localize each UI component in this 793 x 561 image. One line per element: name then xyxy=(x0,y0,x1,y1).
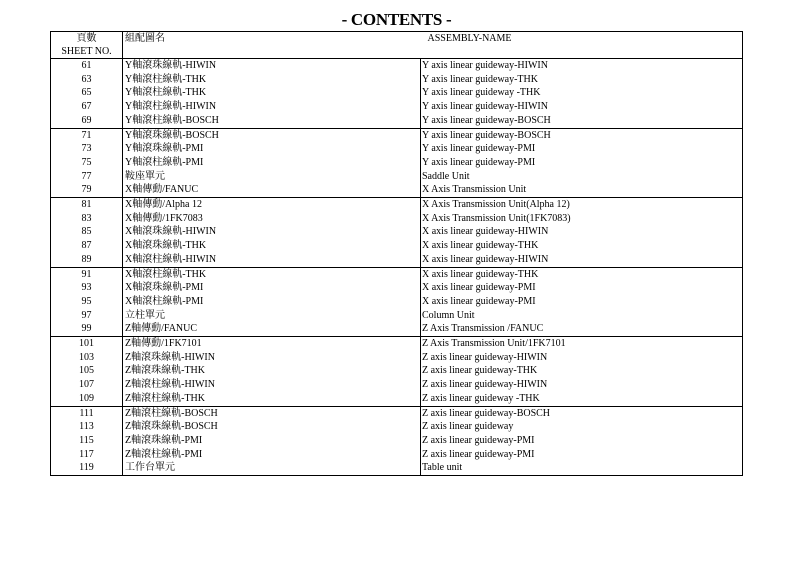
assembly-name-zh: X軸傳動/1FK7083 xyxy=(123,212,421,226)
table-row xyxy=(51,225,743,239)
table-row xyxy=(51,322,743,336)
table-row xyxy=(51,420,743,434)
assembly-name-zh: Y軸滾柱線軌-THK xyxy=(123,73,421,87)
table-row xyxy=(51,156,743,170)
assembly-name-en: Z axis linear guideway -THK xyxy=(421,392,743,406)
table-row xyxy=(51,142,743,156)
assembly-name-zh: Y軸滾柱線軌-BOSCH xyxy=(123,114,421,128)
table-header-row xyxy=(51,32,743,59)
assembly-name-zh: Y軸滾珠線軌-PMI xyxy=(123,142,421,156)
assembly-name-zh-header: 組配圖名 xyxy=(123,32,421,59)
assembly-name-en: Y axis linear guideway-HIWIN xyxy=(421,100,743,114)
assembly-name-zh: 鞍座單元 xyxy=(123,170,421,184)
sheet-number: 63 xyxy=(51,73,123,87)
table-row xyxy=(51,351,743,365)
assembly-name-zh: Z軸滾柱線軌-PMI xyxy=(123,448,421,462)
sheet-number: 93 xyxy=(51,281,123,295)
assembly-name-en: Z axis linear guideway-THK xyxy=(421,364,743,378)
assembly-name-en: X axis linear guideway-HIWIN xyxy=(421,253,743,267)
assembly-name-zh: Z軸滾珠線軌-HIWIN xyxy=(123,351,421,365)
table-row xyxy=(51,198,743,212)
sheet-number: 69 xyxy=(51,114,123,128)
assembly-name-en: Column Unit xyxy=(421,309,743,323)
sheet-number: 73 xyxy=(51,142,123,156)
sheet-number: 105 xyxy=(51,364,123,378)
assembly-name-zh: Y軸滾柱線軌-THK xyxy=(123,86,421,100)
sheet-number: 117 xyxy=(51,448,123,462)
assembly-name-zh: Z軸滾珠線軌-THK xyxy=(123,364,421,378)
assembly-name-zh: X軸滾柱線軌-PMI xyxy=(123,295,421,309)
assembly-name-zh: Z軸滾柱線軌-HIWIN xyxy=(123,378,421,392)
assembly-name-en: Z axis linear guideway xyxy=(421,420,743,434)
table-row xyxy=(51,406,743,420)
table-row xyxy=(51,309,743,323)
table-row xyxy=(51,73,743,87)
table-row xyxy=(51,59,743,73)
sheet-number: 85 xyxy=(51,225,123,239)
sheet-number: 119 xyxy=(51,461,123,475)
table-row xyxy=(51,461,743,475)
sheet-number: 99 xyxy=(51,322,123,336)
sheet-no-header xyxy=(51,32,123,59)
table-row xyxy=(51,183,743,197)
table-row xyxy=(51,170,743,184)
assembly-name-zh: Z軸傳動/FANUC xyxy=(123,322,421,336)
assembly-name-en: Y axis linear guideway-PMI xyxy=(421,156,743,170)
assembly-name-en: Z axis linear guideway-BOSCH xyxy=(421,406,743,420)
contents-table xyxy=(50,31,743,476)
assembly-name-en: X axis linear guideway-PMI xyxy=(421,295,743,309)
assembly-name-zh: X軸滾珠線軌-HIWIN xyxy=(123,225,421,239)
sheet-number: 111 xyxy=(51,406,123,420)
sheet-header-zh: 頁數 xyxy=(76,33,97,44)
sheet-number: 109 xyxy=(51,392,123,406)
assembly-name-en-header: ASSEMBLY-NAME xyxy=(421,32,743,59)
assembly-name-en: X axis linear guideway-THK xyxy=(421,239,743,253)
sheet-number: 61 xyxy=(51,59,123,73)
sheet-number: 115 xyxy=(51,434,123,448)
assembly-name-en: Y axis linear guideway-HIWIN xyxy=(421,59,743,73)
assembly-name-en: Y axis linear guideway-PMI xyxy=(421,142,743,156)
assembly-name-zh: Y軸滾珠線軌-HIWIN xyxy=(123,59,421,73)
assembly-name-en: X axis linear guideway-PMI xyxy=(421,281,743,295)
assembly-name-zh: Y軸滾珠線軌-BOSCH xyxy=(123,128,421,142)
assembly-name-zh: X軸滾珠線軌-THK xyxy=(123,239,421,253)
table-row xyxy=(51,434,743,448)
assembly-name-zh: Z軸滾柱線軌-BOSCH xyxy=(123,406,421,420)
assembly-name-en: X Axis Transmission Unit(1FK7083) xyxy=(421,212,743,226)
assembly-name-en: Saddle Unit xyxy=(421,170,743,184)
table-row xyxy=(51,378,743,392)
table-row xyxy=(51,392,743,406)
sheet-number: 89 xyxy=(51,253,123,267)
assembly-name-en: Y axis linear guideway-THK xyxy=(421,73,743,87)
sheet-number: 65 xyxy=(51,86,123,100)
sheet-number: 71 xyxy=(51,128,123,142)
assembly-name-en: Y axis linear guideway-BOSCH xyxy=(421,128,743,142)
table-row xyxy=(51,253,743,267)
table-row xyxy=(51,267,743,281)
sheet-number: 75 xyxy=(51,156,123,170)
sheet-number: 113 xyxy=(51,420,123,434)
table-row xyxy=(51,86,743,100)
assembly-name-en: Y axis linear guideway-BOSCH xyxy=(421,114,743,128)
sheet-header-en: SHEET NO. xyxy=(61,46,112,57)
assembly-name-en: Table unit xyxy=(421,461,743,475)
table-row xyxy=(51,239,743,253)
table-row xyxy=(51,295,743,309)
assembly-name-en: Z axis linear guideway-PMI xyxy=(421,434,743,448)
table-row xyxy=(51,281,743,295)
sheet-number: 91 xyxy=(51,267,123,281)
assembly-name-zh: Y軸滾柱線軌-HIWIN xyxy=(123,100,421,114)
page-title: - CONTENTS - xyxy=(341,10,452,29)
assembly-name-zh: X軸滾柱線軌-HIWIN xyxy=(123,253,421,267)
assembly-name-en: Z axis linear guideway-PMI xyxy=(421,448,743,462)
assembly-name-en: X axis linear guideway-THK xyxy=(421,267,743,281)
sheet-number: 67 xyxy=(51,100,123,114)
assembly-name-zh: X軸傳動/Alpha 12 xyxy=(123,198,421,212)
assembly-name-zh: X軸傳動/FANUC xyxy=(123,183,421,197)
table-row xyxy=(51,212,743,226)
assembly-name-en: Y axis linear guideway -THK xyxy=(421,86,743,100)
table-row xyxy=(51,364,743,378)
sheet-number: 87 xyxy=(51,239,123,253)
sheet-number: 97 xyxy=(51,309,123,323)
sheet-number: 107 xyxy=(51,378,123,392)
table-row xyxy=(51,337,743,351)
sheet-number: 83 xyxy=(51,212,123,226)
sheet-number: 79 xyxy=(51,183,123,197)
assembly-name-zh: Z軸滾珠線軌-BOSCH xyxy=(123,420,421,434)
assembly-name-zh: X軸滾珠線軌-PMI xyxy=(123,281,421,295)
sheet-number: 81 xyxy=(51,198,123,212)
assembly-name-zh: Z軸滾柱線軌-THK xyxy=(123,392,421,406)
assembly-name-en: X Axis Transmission Unit(Alpha 12) xyxy=(421,198,743,212)
assembly-name-zh: 工作台單元 xyxy=(123,461,421,475)
assembly-name-zh: X軸滾柱線軌-THK xyxy=(123,267,421,281)
assembly-name-en: Z Axis Transmission /FANUC xyxy=(421,322,743,336)
assembly-name-en: X Axis Transmission Unit xyxy=(421,183,743,197)
assembly-name-zh: 立柱單元 xyxy=(123,309,421,323)
assembly-name-en: Z Axis Transmission Unit/1FK7101 xyxy=(421,337,743,351)
sheet-number: 95 xyxy=(51,295,123,309)
table-row xyxy=(51,114,743,128)
assembly-name-zh: Y軸滾柱線軌-PMI xyxy=(123,156,421,170)
assembly-name-en: X axis linear guideway-HIWIN xyxy=(421,225,743,239)
assembly-name-en: Z axis linear guideway-HIWIN xyxy=(421,378,743,392)
sheet-number: 77 xyxy=(51,170,123,184)
assembly-name-zh: Z軸傳動/1FK7101 xyxy=(123,337,421,351)
table-row xyxy=(51,100,743,114)
sheet-number: 101 xyxy=(51,337,123,351)
table-row xyxy=(51,448,743,462)
sheet-number: 103 xyxy=(51,351,123,365)
assembly-name-en: Z axis linear guideway-HIWIN xyxy=(421,351,743,365)
assembly-name-zh: Z軸滾珠線軌-PMI xyxy=(123,434,421,448)
table-row xyxy=(51,128,743,142)
